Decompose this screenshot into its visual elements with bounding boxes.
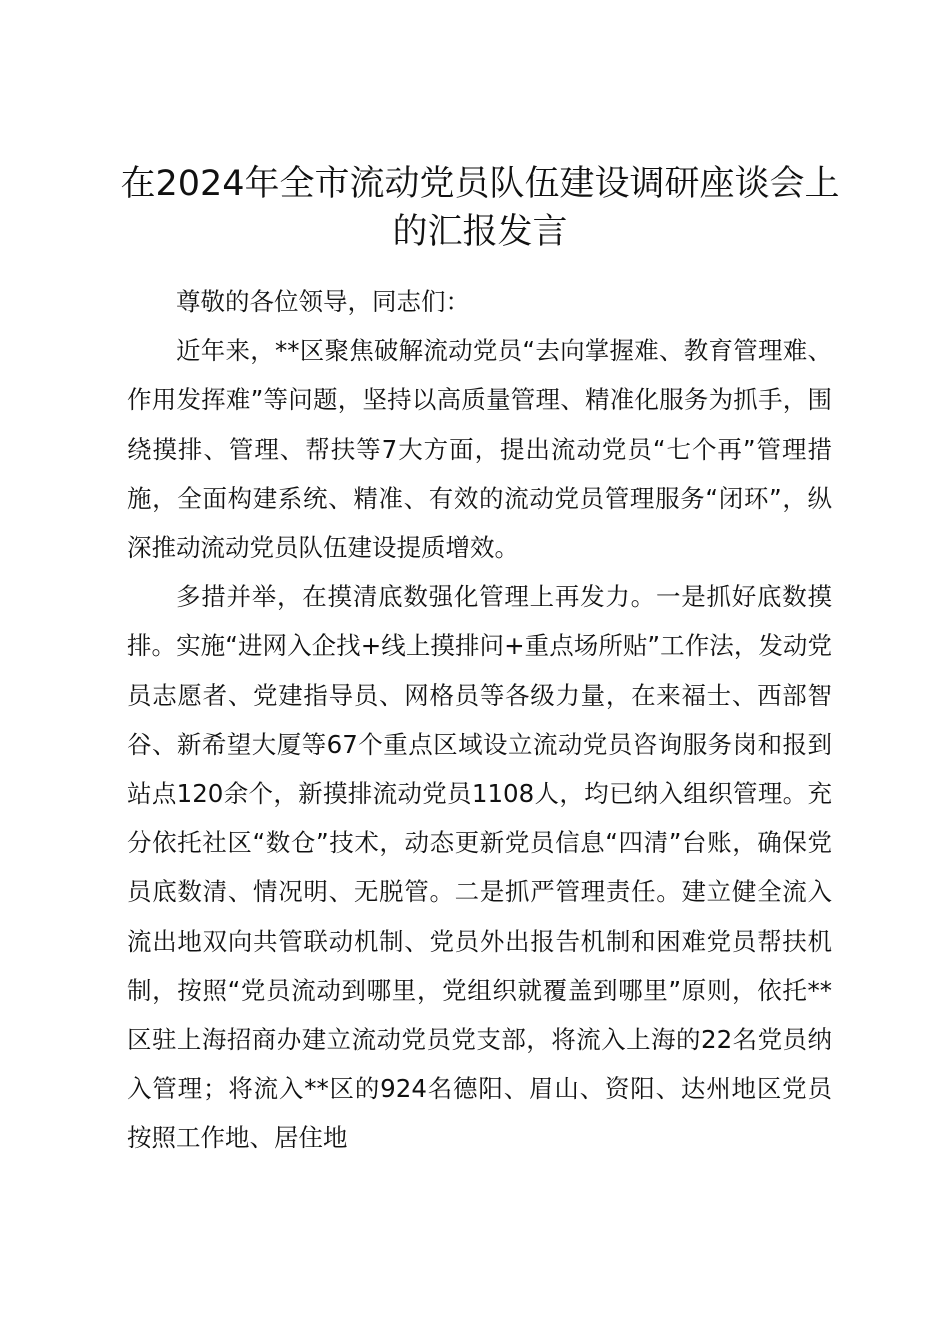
document-body	[127, 277, 832, 1163]
paragraph-2: 多措并举，在摸清底数强化管理上再发力。一是抓好底数摸排。实施“进网入企找+线上摸排问+重点场所贴”工作法，发动党员志愿者、党建指导员、网格员等各级力量，在来福士、西部智谷、新希望大厦等67个重点区域设立流动党员咨询服务岗和报到站点120余个，新摸排流动党员1108人，均已纳入组织管理。充分依托社区“数仓”技术，动态更新党员信息“四清”台账，确保党员底数清、情况明、无脱管。二是抓严管理责任。建立健全流入流出地双向共管联动机制、党员外出报告机制和困难党员帮扶机制，按照“党员流动到哪里，党组织就覆盖到哪里”原则，依托**区驻上海招商办建立流动党员党支部，将流入上海的22名党员纳入管理；将流入**区的924名德阳、眉山、资阳、达州地区党员按照工作地、居住地	[127, 582, 832, 1153]
paragraph-1: 近年来，**区聚焦破解流动党员“去向掌握难、教育管理难、作用发挥难”等问题，坚持以高质量管理、精准化服务为抓手，围绕摸排、管理、帮扶等7大方面，提出流动党员“七个再”管理措施，全面构建系统、精准、有效的流动党员管理服务“闭环”，纵深推动流动党员队伍建设提质增效。	[127, 336, 832, 563]
salutation: 尊敬的各位领导，同志们：	[176, 287, 470, 316]
document-title: 在2024年全市流动党员队伍建设调研座谈会上的汇报发言	[120, 164, 840, 252]
